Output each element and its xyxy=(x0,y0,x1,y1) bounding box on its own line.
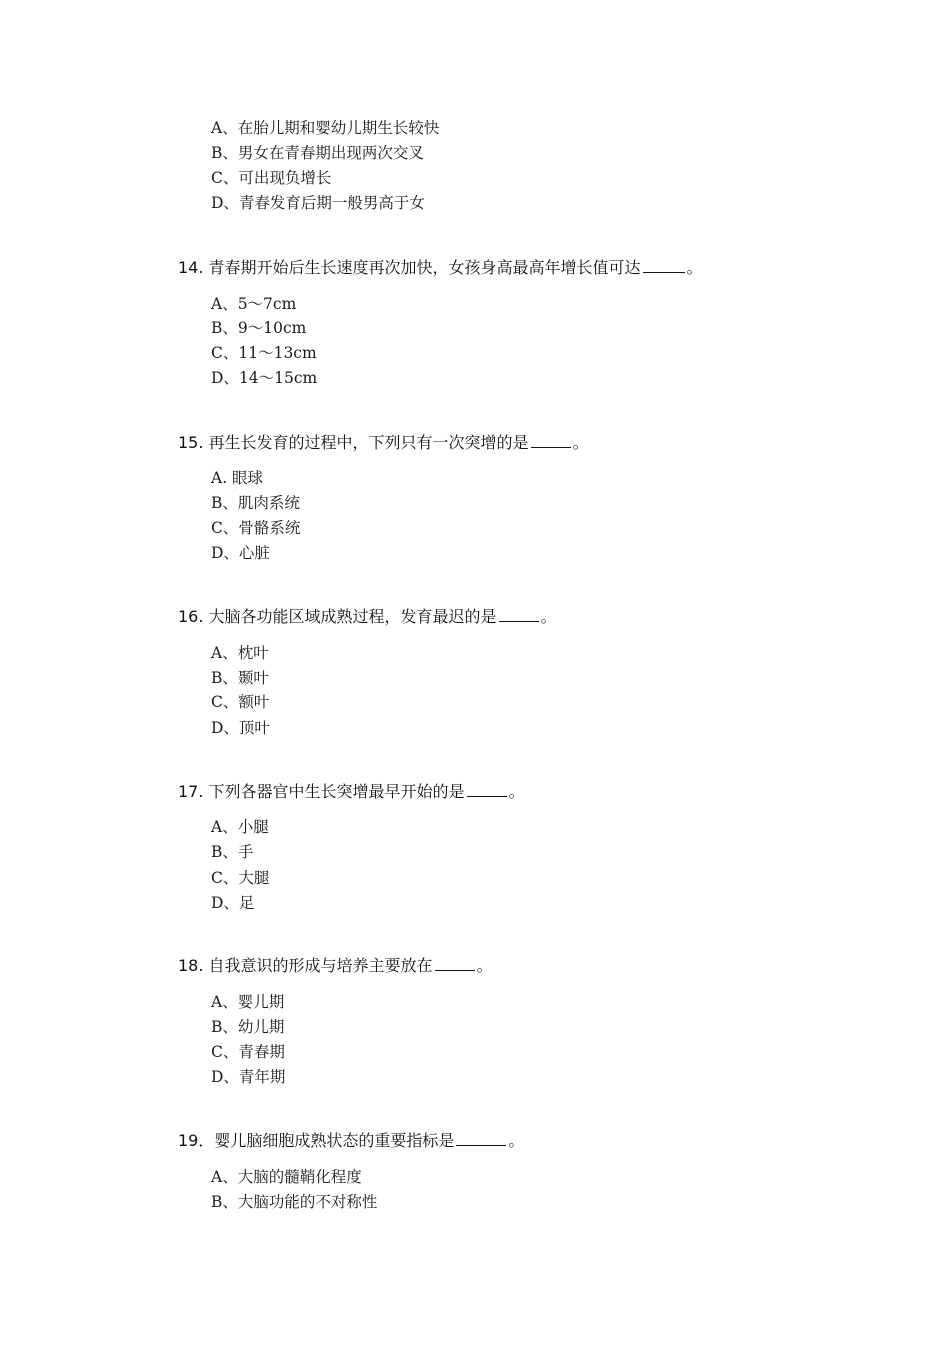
question-number: 15. xyxy=(178,433,204,452)
option-line: B、颞叶 xyxy=(211,669,269,687)
option-line: B、9～10cm xyxy=(211,319,307,337)
answer-blank xyxy=(467,781,507,797)
question-number: 17. xyxy=(178,782,204,801)
answer-blank xyxy=(456,1130,506,1146)
question-end: 。 xyxy=(508,1131,525,1150)
question-text: 自我意识的形成与培养主要放在 xyxy=(208,956,433,975)
question-17 xyxy=(178,781,525,803)
question-15 xyxy=(178,432,589,454)
question-number: 16. xyxy=(178,607,204,626)
question-end: 。 xyxy=(540,607,557,626)
answer-blank xyxy=(531,432,571,448)
option-line: C、额叶 xyxy=(211,693,270,711)
option-line: D、足 xyxy=(211,894,255,912)
question-19 xyxy=(178,1130,524,1152)
answer-blank xyxy=(499,606,539,622)
question-end: 。 xyxy=(686,258,703,277)
question-16 xyxy=(178,606,557,628)
option-line: B、肌肉系统 xyxy=(211,494,300,512)
option-line: D、心脏 xyxy=(211,544,270,562)
option-line: C、11～13cm xyxy=(211,344,317,362)
option-line: A、大脑的髓鞘化程度 xyxy=(211,1168,362,1186)
question-18 xyxy=(178,955,493,977)
option-line: B、大脑功能的不对称性 xyxy=(211,1193,378,1211)
option-line: B、男女在青春期出现两次交叉 xyxy=(211,144,424,162)
question-number: 18. xyxy=(178,956,204,975)
option-line: D、青年期 xyxy=(211,1068,286,1086)
option-line: C、大腿 xyxy=(211,869,270,887)
question-number: 19． xyxy=(178,1131,215,1150)
option-line: D、青春发育后期一般男高于女 xyxy=(211,194,425,212)
question-text: 大脑各功能区域成熟过程，发育最迟的是 xyxy=(208,607,497,626)
question-end: 。 xyxy=(572,433,589,452)
question-text: 下列各器官中生长突增最早开始的是 xyxy=(208,782,465,801)
question-text: 再生长发育的过程中，下列只有一次突增的是 xyxy=(208,433,529,452)
question-text: 婴儿脑细胞成熟状态的重要指标是 xyxy=(214,1131,455,1150)
option-line: D、顶叶 xyxy=(211,719,270,737)
option-line: A、小腿 xyxy=(211,818,269,836)
question-14 xyxy=(178,257,703,279)
option-line: B、手 xyxy=(211,843,254,861)
option-line: B、幼儿期 xyxy=(211,1018,285,1036)
question-end: 。 xyxy=(476,956,493,975)
question-text: 青春期开始后生长速度再次加快，女孩身高最高年增长值可达 xyxy=(208,258,641,277)
option-line: D、14～15cm xyxy=(211,369,318,387)
option-line: C、可出现负增长 xyxy=(211,169,332,187)
question-end: 。 xyxy=(508,782,525,801)
question-number: 14. xyxy=(178,258,204,277)
option-line: C、骨骼系统 xyxy=(211,519,301,537)
option-line: A、枕叶 xyxy=(211,644,269,662)
option-line: C、青春期 xyxy=(211,1043,285,1061)
answer-blank xyxy=(643,257,685,273)
option-line: A. 眼球 xyxy=(211,469,264,487)
answer-blank xyxy=(435,955,475,971)
option-line: A、在胎儿期和婴幼儿期生长较快 xyxy=(211,119,440,137)
option-line: A、5～7cm xyxy=(211,295,297,313)
option-line: A、婴儿期 xyxy=(211,993,285,1011)
